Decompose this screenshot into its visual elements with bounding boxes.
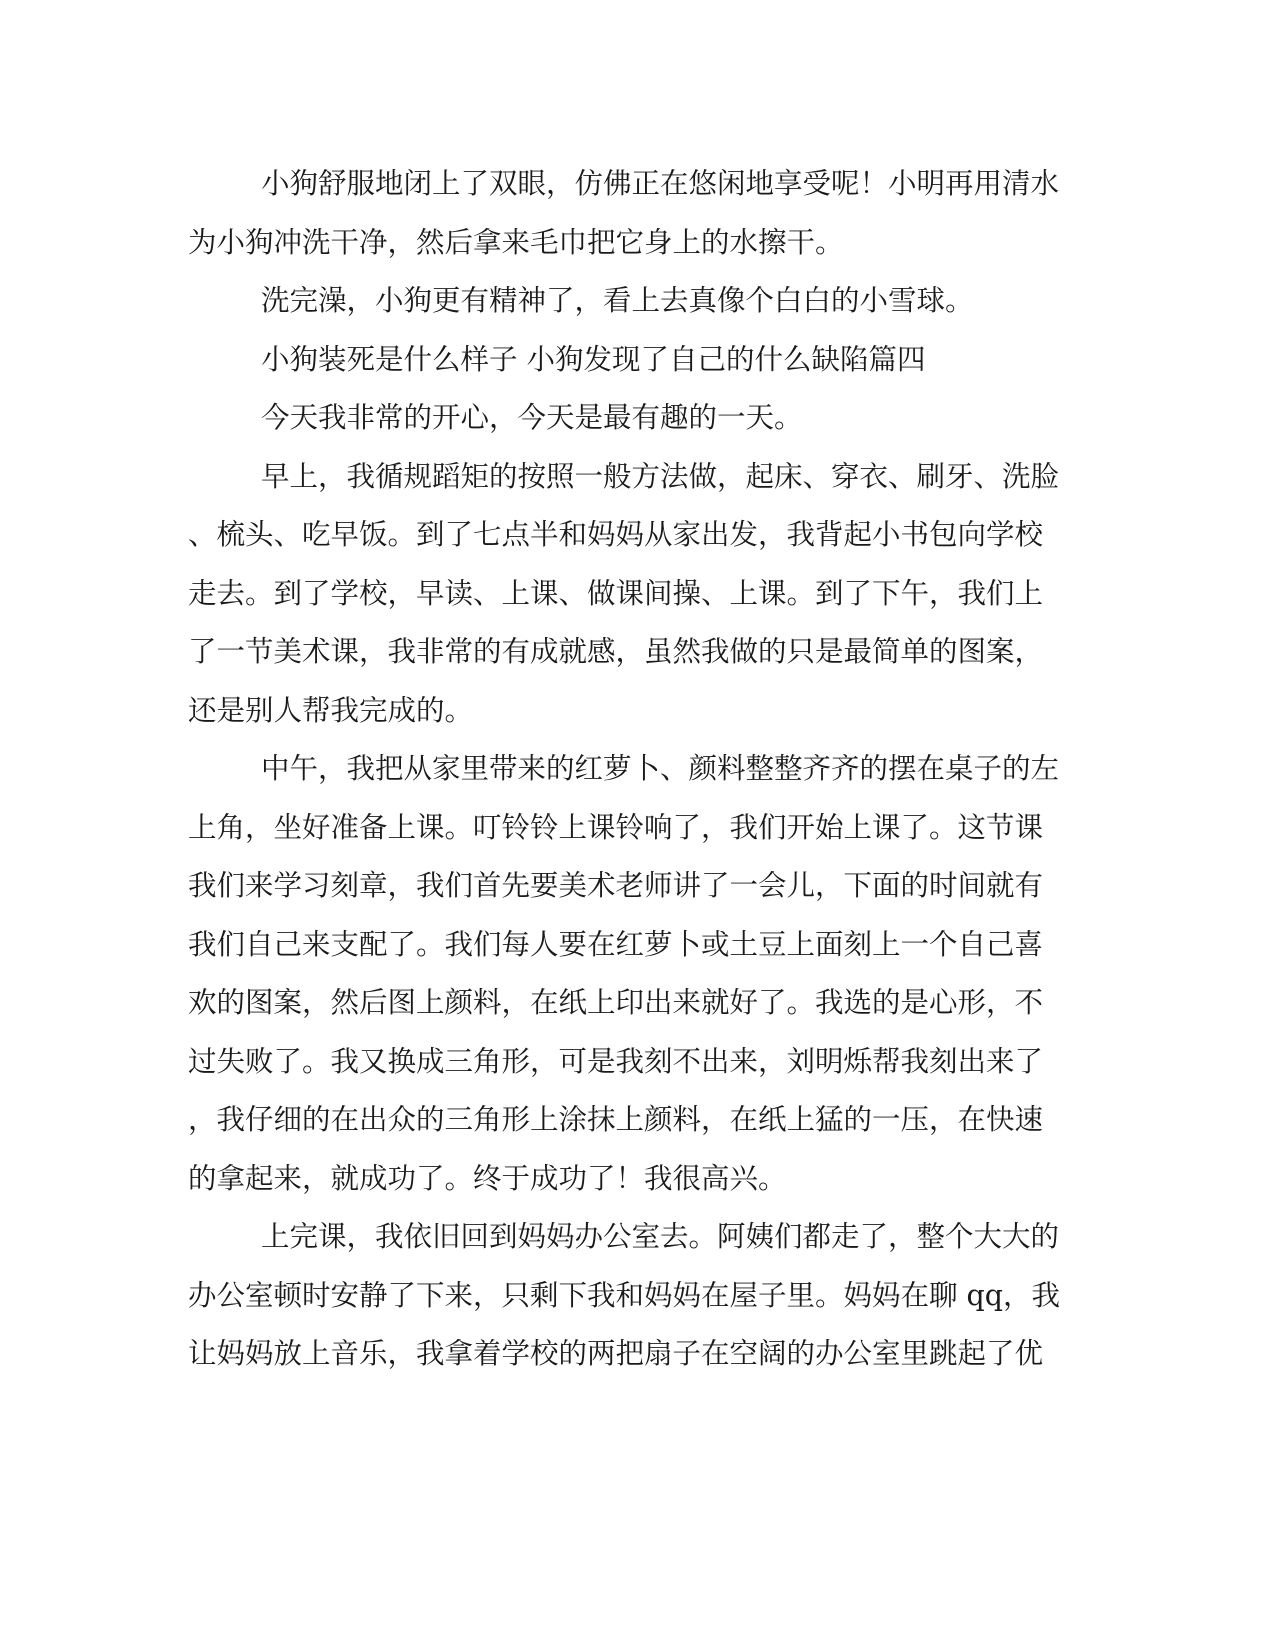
- paragraph-1-line-1: 小狗舒服地闭上了双眼，仿佛正在悠闲地享受呢！小明再用清水: [261, 167, 1060, 200]
- paragraph-2-line-1: 洗完澡，小狗更有精神了，看上去真像个白白的小雪球。: [261, 284, 974, 317]
- paragraph-5-line-2: 上角，坐好准备上课。叮铃铃上课铃响了，我们开始上课了。这节课: [188, 811, 1044, 844]
- paragraph-5-line-1: 中午，我把从家里带来的红萝卜、颜料整整齐齐的摆在桌子的左: [261, 752, 1060, 785]
- paragraph-6-line-1: 上完课，我依旧回到妈妈办公室去。阿姨们都走了，整个大大的: [261, 1220, 1060, 1253]
- paragraph-5-line-5: 欢的图案，然后图上颜料，在纸上印出来就好了。我选的是心形，不: [188, 986, 1044, 1019]
- section-heading: 小狗装死是什么样子 小狗发现了自己的什么缺陷篇四: [261, 343, 926, 376]
- paragraph-6-line-2: 办公室顿时安静了下来，只剩下我和妈妈在屋子里。妈妈在聊 qq，我: [188, 1279, 1061, 1312]
- paragraph-4-line-2: 、梳头、吃早饭。到了七点半和妈妈从家出发，我背起小书包向学校: [188, 518, 1044, 551]
- paragraph-1-line-2: 为小狗冲洗干净，然后拿来毛巾把它身上的水擦干。: [188, 226, 844, 259]
- paragraph-6-line-3: 让妈妈放上音乐，我拿着学校的两把扇子在空阔的办公室里跳起了优: [188, 1337, 1044, 1370]
- paragraph-5-line-3: 我们来学习刻章，我们首先要美术老师讲了一会儿，下面的时间就有: [188, 869, 1044, 902]
- paragraph-4-line-1: 早上，我循规蹈矩的按照一般方法做，起床、穿衣、刷牙、洗脸: [261, 460, 1060, 493]
- paragraph-5-line-8: 的拿起来，就成功了。终于成功了！我很高兴。: [188, 1162, 787, 1195]
- paragraph-4-line-4: 了一节美术课，我非常的有成就感，虽然我做的只是最简单的图案，: [188, 635, 1044, 668]
- paragraph-3-line-1: 今天我非常的开心，今天是最有趣的一天。: [261, 401, 803, 434]
- paragraph-4-line-5: 还是别人帮我完成的。: [188, 694, 474, 727]
- paragraph-4-line-3: 走去。到了学校，早读、上课、做课间操、上课。到了下午，我们上: [188, 577, 1044, 610]
- paragraph-5-line-6: 过失败了。我又换成三角形，可是我刻不出来，刘明烁帮我刻出来了: [188, 1045, 1044, 1078]
- paragraph-5-line-4: 我们自己来支配了。我们每人要在红萝卜或土豆上面刻上一个自己喜: [188, 928, 1044, 961]
- paragraph-5-line-7: ，我仔细的在出众的三角形上涂抹上颜料，在纸上猛的一压，在快速: [188, 1103, 1044, 1136]
